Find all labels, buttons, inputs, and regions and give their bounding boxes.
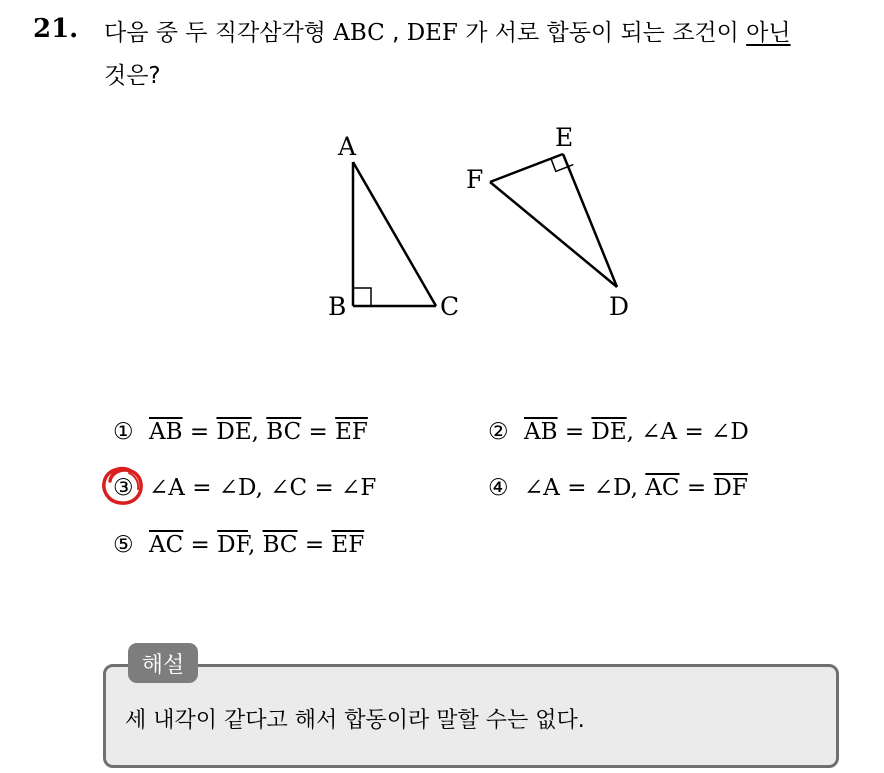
segment-ac: $\overline{AC}$ bbox=[645, 475, 680, 501]
option-number: ④ bbox=[488, 475, 509, 501]
vertex-label-a: A bbox=[338, 132, 357, 161]
segment-df: $\overline{DF}$ bbox=[713, 475, 748, 501]
segment-ac: $\overline{AC}$ bbox=[149, 532, 184, 558]
question-text-mid: 가 서로 합동이 되는 조건이 bbox=[457, 20, 747, 46]
solution-text: 세 내각이 같다고 해서 합동이라 말할 수는 없다. bbox=[125, 708, 585, 733]
comma: , bbox=[251, 419, 267, 445]
question-text-start: 다음 중 두 직각삼각형 bbox=[104, 20, 334, 46]
option-2 bbox=[488, 419, 749, 445]
triangle-def-name: DEF bbox=[406, 20, 458, 46]
option-number: ① bbox=[113, 419, 134, 445]
option-3 bbox=[113, 475, 376, 501]
vertex-label-b: B bbox=[328, 292, 347, 321]
right-angle-mark-b bbox=[353, 288, 371, 306]
segment-ef: $\overline{EF}$ bbox=[331, 532, 365, 558]
equals: = bbox=[182, 419, 217, 445]
angle-conditions: ∠A = ∠D, ∠C = ∠F bbox=[149, 475, 377, 501]
angle-condition: ∠A = ∠D, bbox=[524, 475, 646, 501]
option-number: ③ bbox=[113, 475, 134, 501]
comma: , bbox=[247, 532, 263, 558]
segment-ab: $\overline{AB}$ bbox=[524, 419, 558, 445]
equals: = bbox=[297, 532, 332, 558]
option-number: ⑤ bbox=[113, 532, 134, 558]
vertex-label-e: E bbox=[555, 123, 574, 152]
question-separator: , bbox=[384, 20, 407, 46]
triangle-def bbox=[490, 154, 617, 287]
segment-bc: $\overline{BC}$ bbox=[266, 419, 302, 445]
triangle-abc bbox=[353, 162, 436, 306]
equals: = bbox=[679, 475, 714, 501]
vertex-label-d: D bbox=[609, 292, 630, 321]
equals: = bbox=[557, 419, 592, 445]
segment-df: $\overline{DF}$ bbox=[217, 532, 248, 558]
solution-tag: 해설 bbox=[128, 643, 198, 683]
option-number: ② bbox=[488, 419, 509, 445]
underlined-word: 아닌 bbox=[746, 20, 791, 46]
angle-condition: , ∠A = ∠D bbox=[626, 419, 749, 445]
question-text-line2: 것은? bbox=[104, 63, 161, 89]
vertex-label-c: C bbox=[440, 292, 460, 321]
question-number: 21. bbox=[33, 14, 79, 44]
triangle-abc-name: ABC bbox=[333, 20, 385, 46]
equals: = bbox=[301, 419, 336, 445]
equals: = bbox=[183, 532, 218, 558]
option-5 bbox=[113, 532, 364, 558]
segment-ab: $\overline{AB}$ bbox=[149, 419, 183, 445]
option-1 bbox=[113, 419, 368, 445]
segment-de: $\overline{DE}$ bbox=[591, 419, 627, 445]
segment-ef: $\overline{EF}$ bbox=[335, 419, 368, 445]
segment-bc: $\overline{BC}$ bbox=[262, 532, 298, 558]
segment-de: $\overline{DE}$ bbox=[216, 419, 252, 445]
option-4 bbox=[488, 475, 748, 501]
answer-circle-mark bbox=[101, 465, 145, 507]
vertex-label-f: F bbox=[466, 165, 484, 194]
